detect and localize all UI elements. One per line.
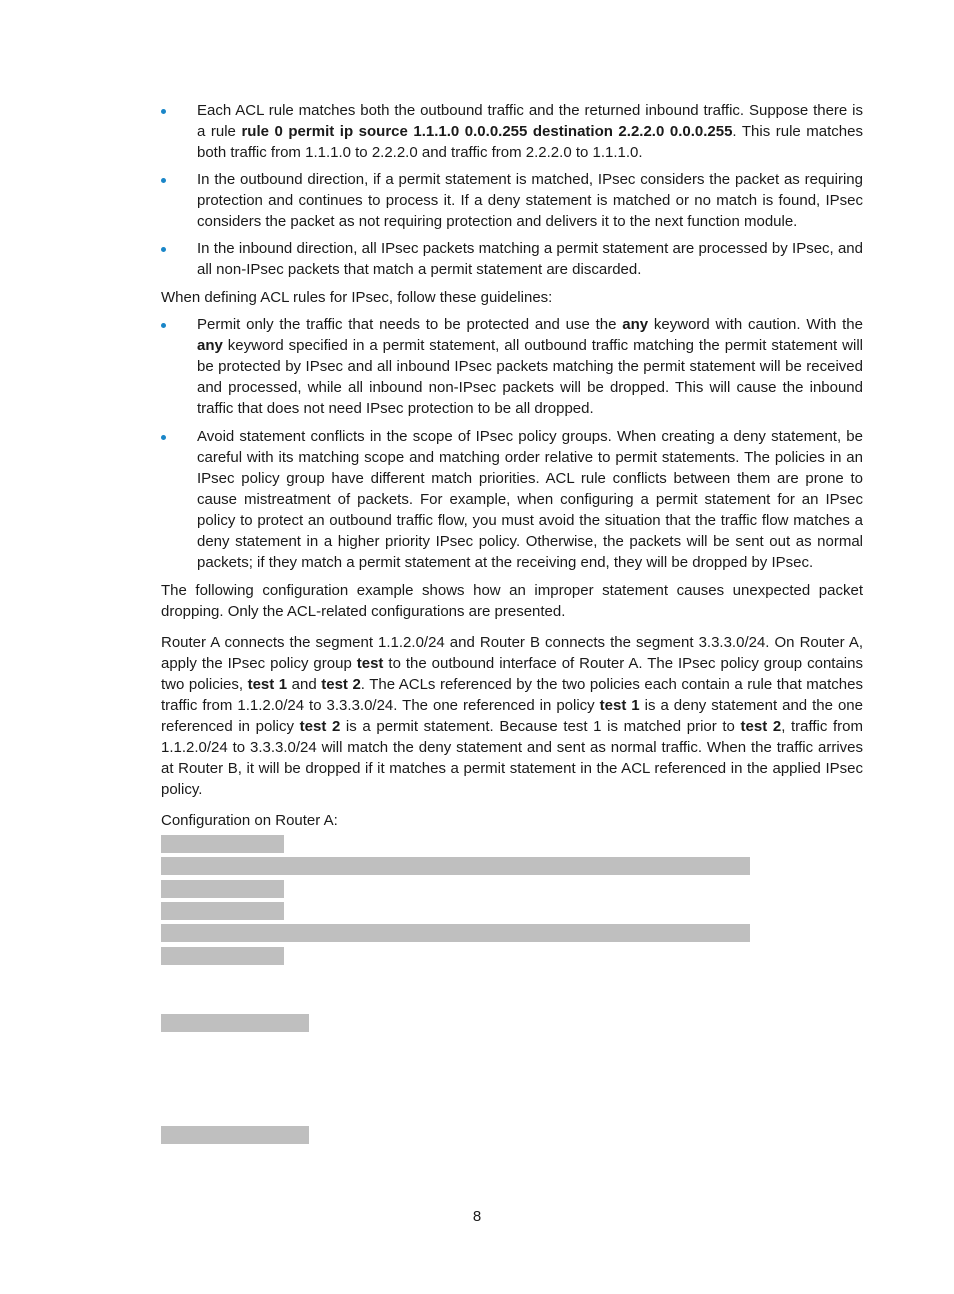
guidelines-intro: When defining ACL rules for IPsec, follow these guidelines:	[161, 289, 553, 306]
redacted-code-line	[161, 947, 284, 965]
redacted-code-line	[161, 857, 750, 875]
redacted-code-line	[161, 835, 284, 853]
bullet-icon	[161, 109, 166, 114]
acl-rule-behavior-list	[161, 100, 863, 280]
config-label: Configuration on Router A:	[161, 812, 338, 829]
list-item: In the outbound direction, if a permit statement is matched, IPsec considers the packet as requiring protection and continues to process it. If a deny statement is matched or no match is found, IPsec considers the packet as not requiring protection and delivers it to the next function module.	[161, 169, 863, 232]
page-number: 8	[472, 1208, 482, 1225]
keyword: any	[197, 337, 223, 354]
example-intro-paragraph: The following configuration example shows how an improper statement causes unexpected packet dropping. Only the ACL-related configurations are presented.	[161, 582, 863, 620]
redacted-code-line	[161, 902, 284, 920]
list-item: Each ACL rule matches both the outbound traffic and the returned inbound traffic. Suppose there is a rule rule 0 permit ip source 1.1.1.0 0.0.0.255 destination 2.2.2.0 0.0.0.255. This rule matches both traffic from 1.1.1.0 to 2.2.2.0 and traffic from 2.2.2.0 to 1.1.1.0.	[161, 100, 863, 163]
redacted-config-block	[161, 835, 863, 1155]
document-body	[161, 100, 863, 1155]
list-item: Avoid statement conflicts in the scope of IPsec policy groups. When creating a deny statement, be careful with its matching scope and matching order relative to permit statements. The policies in an IPsec policy group have different match priorities. ACL rule conflicts between them are prone to cause mistreatment of packets. For example, when configuring a permit statement for an IPsec policy to protect an outbound traffic flow, you must avoid the situation that the traffic flow matches a deny statement in a higher priority IPsec policy. Otherwise, the packets will be sent out as normal packets; if they match a permit statement at the receiving end, they will be dropped by IPsec.	[161, 426, 863, 573]
bullet-icon	[161, 435, 166, 440]
scenario-paragraph: Router A connects the segment 1.1.2.0/24 and Router B connects the segment 3.3.3.0/24. On Router A, apply the IPsec policy group test to the outbound interface of Router A. The IPsec policy group contains two policies, test 1 and test 2. The ACLs referenced by the two policies each contain a rule that matches traffic from 1.1.2.0/24 to 3.3.3.0/24. The one referenced in policy test 1 is a deny statement and the one referenced in policy test 2 is a permit statement. Because test 1 is matched prior to test 2, traffic from 1.1.2.0/24 to 3.3.3.0/24 will match the deny statement and sent as normal traffic. When the traffic arrives at Router B, it will be dropped if it matches a permit statement in the ACL referenced in the applied IPsec policy.	[161, 634, 864, 798]
guidelines-list	[161, 314, 863, 573]
list-item: In the inbound direction, all IPsec packets matching a permit statement are processed by IPsec, and all non-IPsec packets that match a permit statement are discarded.	[161, 238, 863, 280]
redacted-code-line	[161, 1014, 309, 1032]
list-item: Permit only the traffic that needs to be protected and use the any keyword with caution. With the any keyword specified in a permit statement, all outbound traffic matching the permit statement will be protected by IPsec and all inbound IPsec packets matching the permit statement will be received and processed, while all inbound non-IPsec packets will be dropped. This will cause the inbound traffic that does not need IPsec protection to be all dropped.	[161, 314, 863, 419]
redacted-code-line	[161, 1126, 309, 1144]
bullet-icon	[161, 323, 166, 328]
redacted-code-line	[161, 880, 284, 898]
command-text: rule 0 permit ip source 1.1.1.0 0.0.0.255 destination 2.2.2.0 0.0.0.255	[241, 123, 733, 140]
bullet-icon	[161, 247, 166, 252]
keyword: any	[622, 316, 649, 333]
bullet-icon	[161, 178, 166, 183]
redacted-code-line	[161, 924, 750, 942]
